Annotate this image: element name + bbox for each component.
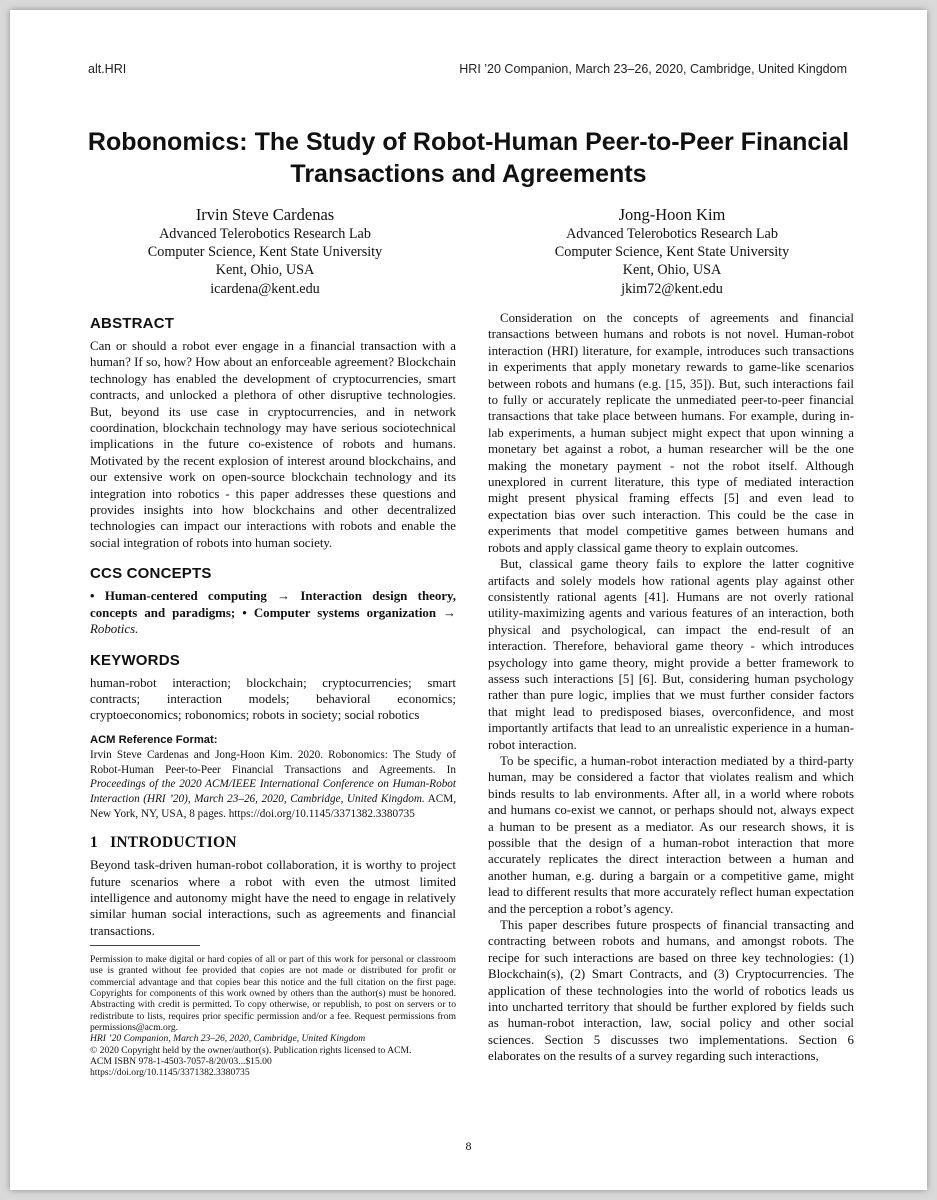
ccs-part-1: • Human-centered computing → Interaction design theory, concepts and paradigms; • Computer systems organization → xyxy=(90,589,456,620)
abstract-text: Can or should a robot ever engage in a financial transaction with a human? If so, how? How about an enforceable agreement? Blockchain technology has enabled the development of cryptocurrencies, smart contracts, and unlocked a plethora of other disruptive technologies. But, beyond its use case in cryptocurrencies, and in network coordination, blockchain technology may have serious sociotechnical implications in the future co-existence of robots and humans. Motivated by the recent explosion of interest around blockchains, and our extensive work on open-source blockchain technology and its integration into robotics - this paper addresses these questions and provides insights into how blockchains and other decentralized technologies can impact our interactions with robots and enable the social integration of robots into human society. xyxy=(90,339,456,550)
right-column xyxy=(488,310,854,1065)
footnote-copyright: © 2020 Copyright held by the owner/author(s). Publication rights licensed to ACM. xyxy=(90,1044,412,1056)
header-left: alt.HRI xyxy=(88,62,127,76)
intro-text: Beyond task-driven human-robot collaboration, it is worthy to project future scenarios where a robot with even the utmost limited intelligence and autonomy might have the need to engage in relatively similar human social interactions, such as agreements and financial transactions. xyxy=(90,858,456,938)
author-name: Irvin Steve Cardenas xyxy=(195,205,335,224)
header-right: HRI ’20 Companion, March 23–26, 2020, Cambridge, United Kingdom xyxy=(459,62,847,76)
author-email: icardena@kent.edu xyxy=(210,280,320,297)
running-header xyxy=(88,62,847,76)
page-number: 8 xyxy=(465,1139,472,1153)
ccs-part-2: Robotics xyxy=(90,622,136,637)
intro-heading: 1 INTRODUCTION xyxy=(90,834,237,852)
acm-ref-part-2: Proceedings of the 2020 ACM/IEEE International Conference on Human-Robot Interaction (HRI ’20), March 23–26, 2020, Cambridge, United Kingdom. xyxy=(90,778,456,805)
ccs-part-3: . xyxy=(135,622,139,637)
author-location: Kent, Ohio, USA xyxy=(622,262,722,279)
title-line-1: Robonomics: The Study of Robot-Human Peer-to-Peer Financial xyxy=(87,128,850,156)
footnote-doi: https://doi.org/10.1145/3371382.3380735 xyxy=(90,1067,250,1079)
author-lab: Advanced Telerobotics Research Lab xyxy=(566,226,778,242)
author-name: Jong-Hoon Kim xyxy=(618,205,726,224)
footnote-isbn: ACM ISBN 978-1-4503-7057-8/20/03...$15.00 xyxy=(90,1055,272,1067)
acm-reference-text xyxy=(90,748,456,821)
author-email: jkim72@kent.edu xyxy=(621,280,723,297)
author-location: Kent, Ohio, USA xyxy=(215,262,315,279)
acm-ref-part-1: Irvin Steve Cardenas and Jong-Hoon Kim. 2020. Robonomics: The Study of Robot-Human Peer-to-Peer Financial Transactions and Agreements. In xyxy=(90,749,456,776)
author-dept: Computer Science, Kent State University xyxy=(147,244,383,261)
paper-page xyxy=(10,10,927,1190)
author-dept: Computer Science, Kent State University xyxy=(554,244,790,261)
acm-ref-part-3: ACM, New York, NY, USA, 8 pages. https://doi.org/10.1145/3371382.3380735 xyxy=(90,792,456,820)
author-lab: Advanced Telerobotics Research Lab xyxy=(159,226,371,242)
author-2 xyxy=(507,204,837,298)
body-paragraph-1: Consideration on the concepts of agreements and financial transactions between humans and robots is not novel. Human-robot interaction (HRI) literature, for example, introduces such transactions in experiments that apply monetary rewards to game-like scenarios between robots and humans (e.g. [15, 35]). But, such interactions fail to fully or accurately replicate the unmediated peer-to-peer financial transactions that take place between humans. For example, during in-lab experiments, a human subject might expect that upon winning a monetary bet against a robot, a human researcher will be the one making the monetary payment - not the robot itself. Although unexplored in current literature, this type of mediated interaction might present physical framing effects [5] and even lead to expectation bias over such interaction. This could be the case in experiments that model competitive games between humans and robots and apply classical game theory to explain outcomes. xyxy=(488,311,854,555)
left-column xyxy=(90,310,456,1078)
ccs-text xyxy=(90,588,456,637)
abstract-heading: ABSTRACT xyxy=(90,315,175,332)
footnote xyxy=(90,954,456,1078)
author-block xyxy=(100,204,837,298)
body-paragraph-4: This paper describes future prospects of financial transacting and contracting between robots and humans, and amongst robots. The recipe for such interactions are based on three key technologies: (1) Blockchain(s), (2) Smart Contracts, and (3) Cryptocurrencies. The application of these technologies into the world of robotics leads us into uncharted territory that should be further explored by fields such as human-robot interaction, law, social policy and other social sciences. Section 5 discusses two implementations. Section 6 elaborates on the results of a survey regarding such interactions, xyxy=(488,918,854,1064)
author-1 xyxy=(100,204,430,298)
permission-text: Permission to make digital or hard copies of all or part of this work for personal or classroom use is granted without fee provided that copies are not made or distributed for profit or commercial advantage and that copies bear this notice and the full citation on the first page. Copyrights for components of this work owned by others than the author(s) must be honored. Abstracting with credit is permitted. To copy otherwise, or republish, to post on servers or to redistribute to lists, requires prior specific permission and/or a fee. Request permissions from permissions@acm.org. xyxy=(90,954,456,1033)
ccs-heading: CCS CONCEPTS xyxy=(90,565,212,583)
keywords-heading: KEYWORDS xyxy=(90,651,180,669)
title-line-2: Transactions and Agreements xyxy=(290,160,647,188)
footnote-conference: HRI ’20 Companion, March 23–26, 2020, Cambridge, United Kingdom xyxy=(90,1033,366,1045)
paper-title xyxy=(70,126,867,190)
footnote-rule xyxy=(90,945,200,950)
body-paragraph-2: But, classical game theory fails to explore the latter cognitive artifacts and solely models how rational agents play against other consistently rational agents [41]. Humans are not overly rational utility-maximizing agents and various features of an interaction, both physical and psychological, can impact the end-result of an interaction. Therefore, behavioral game theory - which introduces psychology into game theory, might provide a better framework to assess such interactions [5] [6]. But, considering human psychology rather than pure logic, implies that we must further consider factors that might lead to predisposed biases, overconfidence, and most importantly artifacts that lead to an unrealistic experience in a human-robot interaction. xyxy=(488,557,854,752)
body-paragraph-3: To be specific, a human-robot interaction mediated by a third-party human, may be considered a factor that violates realism and which binds results to lab environments. After all, in a world where robots and humans co-exist we cannot, or perhaps should not, always expect a human to be present as a mediator. As our research shows, it is possible that the design of a human-robot interaction that more accurately replicates the direct interaction between a human and another human, e.g. during a bargain or a competitive game, might lead to different results that more accurately reflect human expectation and the perception a robot’s agency. xyxy=(488,753,854,916)
acm-reference-heading: ACM Reference Format: xyxy=(90,733,218,746)
keywords-text: human-robot interaction; blockchain; cryptocurrencies; smart contracts; interaction models; behavioral economics; cryptoeconomics; robonomics; robots in society; social robotics xyxy=(90,675,456,723)
